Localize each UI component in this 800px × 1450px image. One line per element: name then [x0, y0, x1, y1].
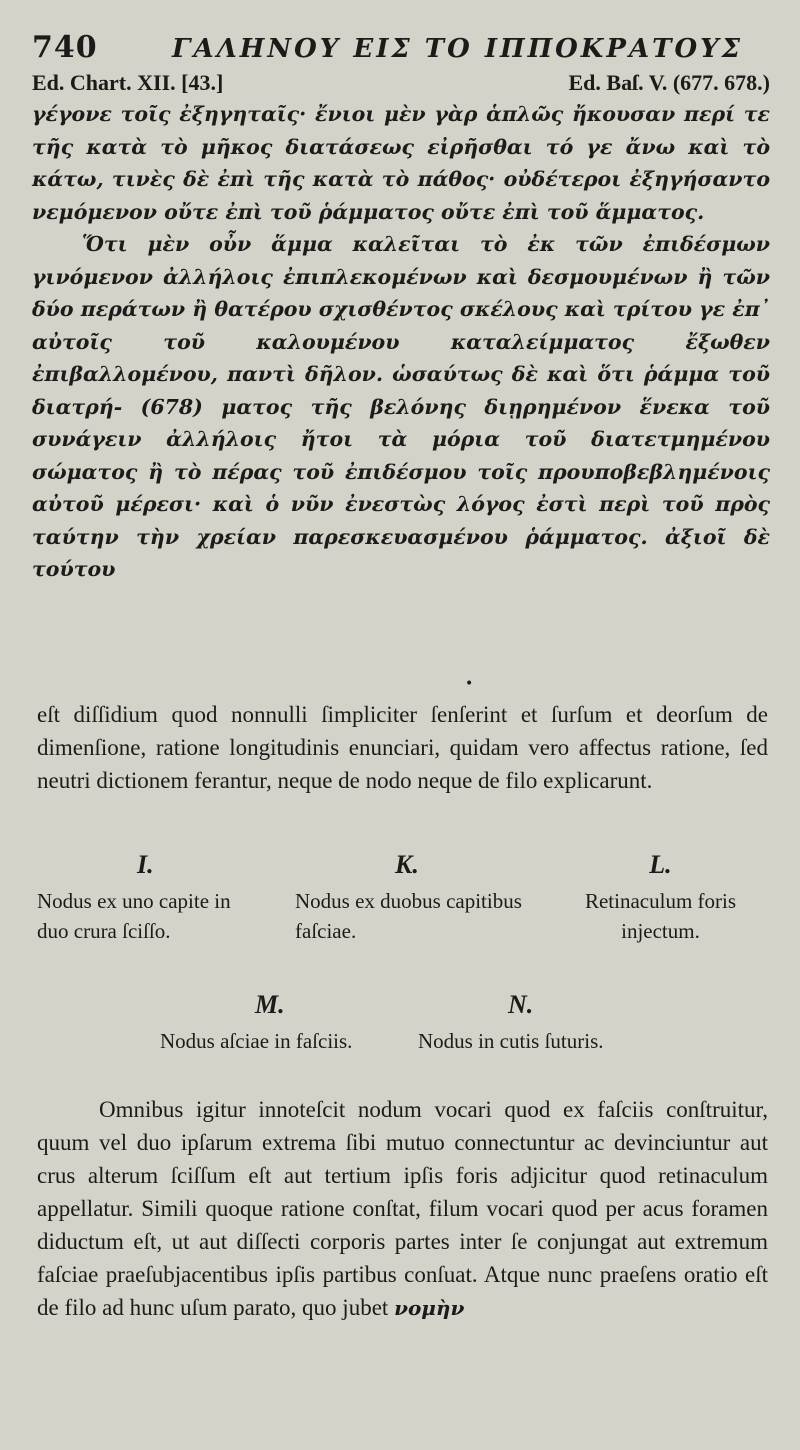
edition-chart-reference: Ed. Chart. XII. [43.] — [32, 70, 224, 95]
figure-letter-l: L. — [649, 850, 672, 879]
figure-caption-l-text: Retinaculum foris injectum. — [584, 889, 737, 943]
latin-paragraph-2-text: Omnibus igitur innoteſcit nodum vocari quod ex faſciis conſtruitur, quum vel duo ipſarum extrema ſibi mutuo connectuntur ac devinciuntur aut crus alterum ſciſſum eſt aut tertium ipſis foris adjicitur quod retinaculum appellatur. Simili quoque ratione conſtat, filum vocari quod per acus foramen diductum eſt, ut aut diſſecti corporis partes inter ſe conjungat aut extremum faſciae praeſubjacentibus ipſis partibus conſuat. Atque nunc praeſens oratio eſt de filo ad hunc uſum parato, quo jubet — [37, 1097, 768, 1320]
page-number: 740 — [32, 30, 98, 65]
figure-letter-n: N. — [508, 990, 534, 1019]
latin-paragraph-1: eſt diſſidium quod nonnulli ſimpliciter ſenſerint et ſurſum et deorſum de dimenſione, ratione longitudinis enunciari, quidam vero affectus ratione, ſed neutri dictionem ferantur, neque de nodo neque de filo explicarunt. — [37, 702, 768, 793]
page-header — [32, 30, 770, 70]
figure-caption-n — [418, 990, 638, 1056]
figure-caption-i — [37, 850, 262, 946]
figure-caption-m-text: Nodus aſciae in faſciis. — [160, 1029, 353, 1053]
figure-letter-i: I. — [137, 850, 154, 879]
running-head: ΓΑΛΗΝΟΥ ΕΙΣ ΤΟ ΙΠΠΟΚΡΑΤΟΥΣ — [172, 34, 744, 64]
figure-caption-i-text: Nodus ex uno capite in duo crura ſciſſo. — [37, 889, 231, 943]
figure-caption-k — [295, 850, 525, 946]
figure-letter-m: M. — [255, 990, 285, 1019]
greek-paragraph-2: Ὅτι μὲν οὖν ἅμμα καλεῖται τὸ ἐκ τῶν ἐπιδέσμων γινόμενον ἀλλήλοις ἐπιπλεκομένων καὶ δεσμουμένων ἢ τῶν δύο περάτων ἢ θατέρου σχισθέντος σκέλους καὶ τρίτου γε ἐπ᾽ αὐτοῖς τοῦ καλουμένου καταλείμματος ἔξωθεν ἐπιβαλλομένου, παντὶ δῆλον. ὡσαύτως δὲ καὶ ὅτι ῥάμμα τοῦ διατρή- (678) ματος τῆς βελόνης διῃρημένον ἕνεκα τοῦ συνάγειν ἀλλήλοις ἤτοι τὰ μόρια τοῦ διατετμημένου σώματος ἢ τὸ πέρας τοῦ ἐπιδέσμου τοῖς προυποβεβλημένοις αὐτοῦ μέρεσι· καὶ ὁ νῦν ἐνεστὼς λόγος ἐστὶ περὶ τοῦ πρὸς ταύτην τὴν χρείαν παρεσκευασμένου ῥάμματος. ἀξιοῖ δὲ τούτου — [32, 232, 770, 581]
latin-text-block-2 — [37, 1093, 768, 1325]
edition-references — [32, 70, 770, 100]
edition-basel-reference: Ed. Baſ. V. (677. 678.) — [568, 70, 770, 95]
figure-caption-k-text: Nodus ex duobus capitibus faſciae. — [295, 889, 522, 943]
latin-paragraph-2 — [37, 1093, 768, 1325]
greek-paragraph-1: γέγονε τοῖς ἐξηγηταῖς· ἔνιοι μὲν γὰρ ἁπλῶς ἤκουσαν περί τε τῆς κατὰ τὸ μῆκος διατάσεως εἰρῆσθαι τό γε ἄνω καὶ τὸ κάτω, τινὲς δὲ ἐπὶ τῆς κατὰ τὸ πάθος· οὐδέτεροι ἐξηγήσαντο νεμόμενον οὔτε ἐπὶ τοῦ ῥάμματος οὔτε ἐπὶ τοῦ ἅμματος. — [32, 102, 770, 224]
figure-letter-k: K. — [395, 850, 419, 879]
greek-text-block — [32, 98, 770, 586]
figure-caption-n-text: Nodus in cutis ſuturis. — [418, 1029, 604, 1053]
separator-mark: • — [465, 676, 474, 692]
latin-text-block-1 — [37, 698, 768, 797]
figure-caption-m — [160, 990, 375, 1056]
figure-caption-l — [548, 850, 773, 946]
latin-paragraph-2-greek-word: νομὴν — [394, 1296, 465, 1320]
